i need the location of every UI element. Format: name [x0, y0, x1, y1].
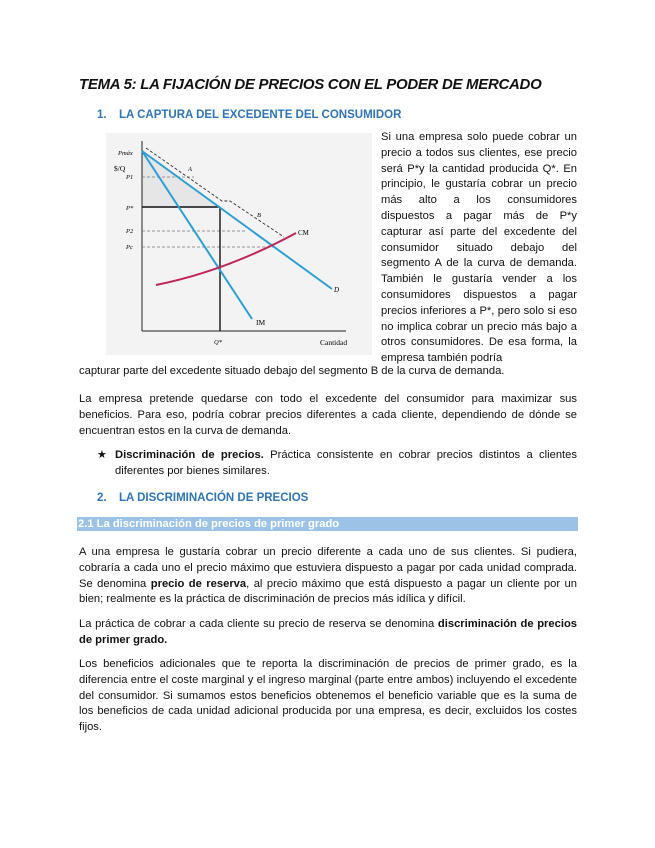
intro-paragraph-continuation: capturar parte del excedente situado debajo del segmento B de la curva de demanda. — [79, 365, 505, 377]
section-heading-text: LA DISCRIMINACIÓN DE PRECIOS — [119, 492, 309, 504]
segment-a-label: A — [188, 166, 192, 173]
qstar-label: Q* — [214, 339, 222, 346]
section-heading-text: LA CAPTURA DEL EXCEDENTE DEL CONSUMIDOR — [119, 109, 402, 121]
p2-label: P2 — [126, 228, 134, 235]
y-axis-label: $/Q — [114, 164, 126, 173]
section-heading-1 — [97, 109, 401, 121]
reservation-price-term: precio de reserva — [150, 577, 247, 590]
definition-text — [115, 448, 577, 480]
segment-b-label: B — [257, 212, 261, 219]
star-icon: ★ — [97, 449, 107, 461]
first-degree-paragraph — [79, 617, 577, 649]
section-number: 1. — [97, 109, 107, 121]
definition-term: Discriminación de precios. — [115, 449, 264, 461]
pstar-label: P* — [126, 205, 134, 212]
definition-bullet — [97, 448, 577, 480]
demand-curve-diagram — [106, 133, 372, 355]
pmax-label: Pmáx — [118, 150, 133, 157]
document-title: TEMA 5: LA FIJACIÓN DE PRECIOS CON EL PODER DE MERCADO — [79, 76, 542, 93]
reservation-price-paragraph — [79, 545, 577, 608]
benefits-paragraph: Los beneficios adicionales que te reporta la discriminación de precios de primer grado, es la diferencia entre el coste marginal y el ingreso marginal (parte entre ambos) incluyendo el excedente del consumidor. Si sumamos estos beneficios obtenemos el beneficio variable que es la suma de los beneficios de cada unidad adicional producida por una empresa, es decir, excluidos los costes fijos. — [79, 658, 577, 734]
first-degree-term: discriminación de precios de primer grado. — [79, 618, 577, 646]
demand-curve-figure — [106, 133, 372, 355]
demand-label: D — [334, 286, 340, 294]
pc-label: Pc — [126, 244, 133, 251]
p1-label: P1 — [126, 174, 134, 181]
surplus-paragraph: La empresa pretende quedarse con todo el excedente del consumidor para maximizar sus beneficios. Para eso, podría cobrar precios diferentes a cada cliente, dependiendo de dónde se encuentran estos en la curva de demanda. — [79, 393, 577, 437]
text-run: A una empresa le gustaría cobrar un precio diferente a cada uno de sus clientes. Si pudiera, cobraría a cada uno el precio máximo que estuviera dispuesto a pagar por cada unidad comprada. Se denomina — [79, 546, 577, 590]
text-run: , al precio máximo que está dispuesto a pagar un cliente por un bien; realmente es la práctica de discriminación de precios más idílica y difícil. — [79, 577, 578, 606]
intro-paragraph: Si una empresa solo puede cobrar un precio a todos sus clientes, ese precio será P*y la cantidad producida Q*. En principio, le gustaría cobrar un precio más alto a los consumidores dispuestos a pagar más de P*y capturar así parte del excedente del consumidor situado debajo del segmento A de la curva de demanda. También le gustaría vender a los consumidores dispuestos a pagar precios inferiores a P*, pero solo si eso no implica cobrar un precio más bajo a otros consumidores. De esa forma, la empresa también podría — [381, 131, 577, 365]
definition-body: Práctica consistente en cobrar precios distintos a clientes diferentes por bienes similares. — [115, 449, 577, 477]
x-axis-label: Cantidad — [320, 338, 348, 347]
subsection-heading: 2.1 La discriminación de precios de primer grado — [77, 517, 578, 531]
section-heading-2 — [97, 492, 308, 504]
section-number: 2. — [97, 492, 107, 504]
im-label: IM — [256, 318, 266, 327]
text-run: La práctica de cobrar a cada cliente su precio de reserva se denomina — [79, 618, 438, 630]
cm-label: CM — [298, 229, 309, 237]
